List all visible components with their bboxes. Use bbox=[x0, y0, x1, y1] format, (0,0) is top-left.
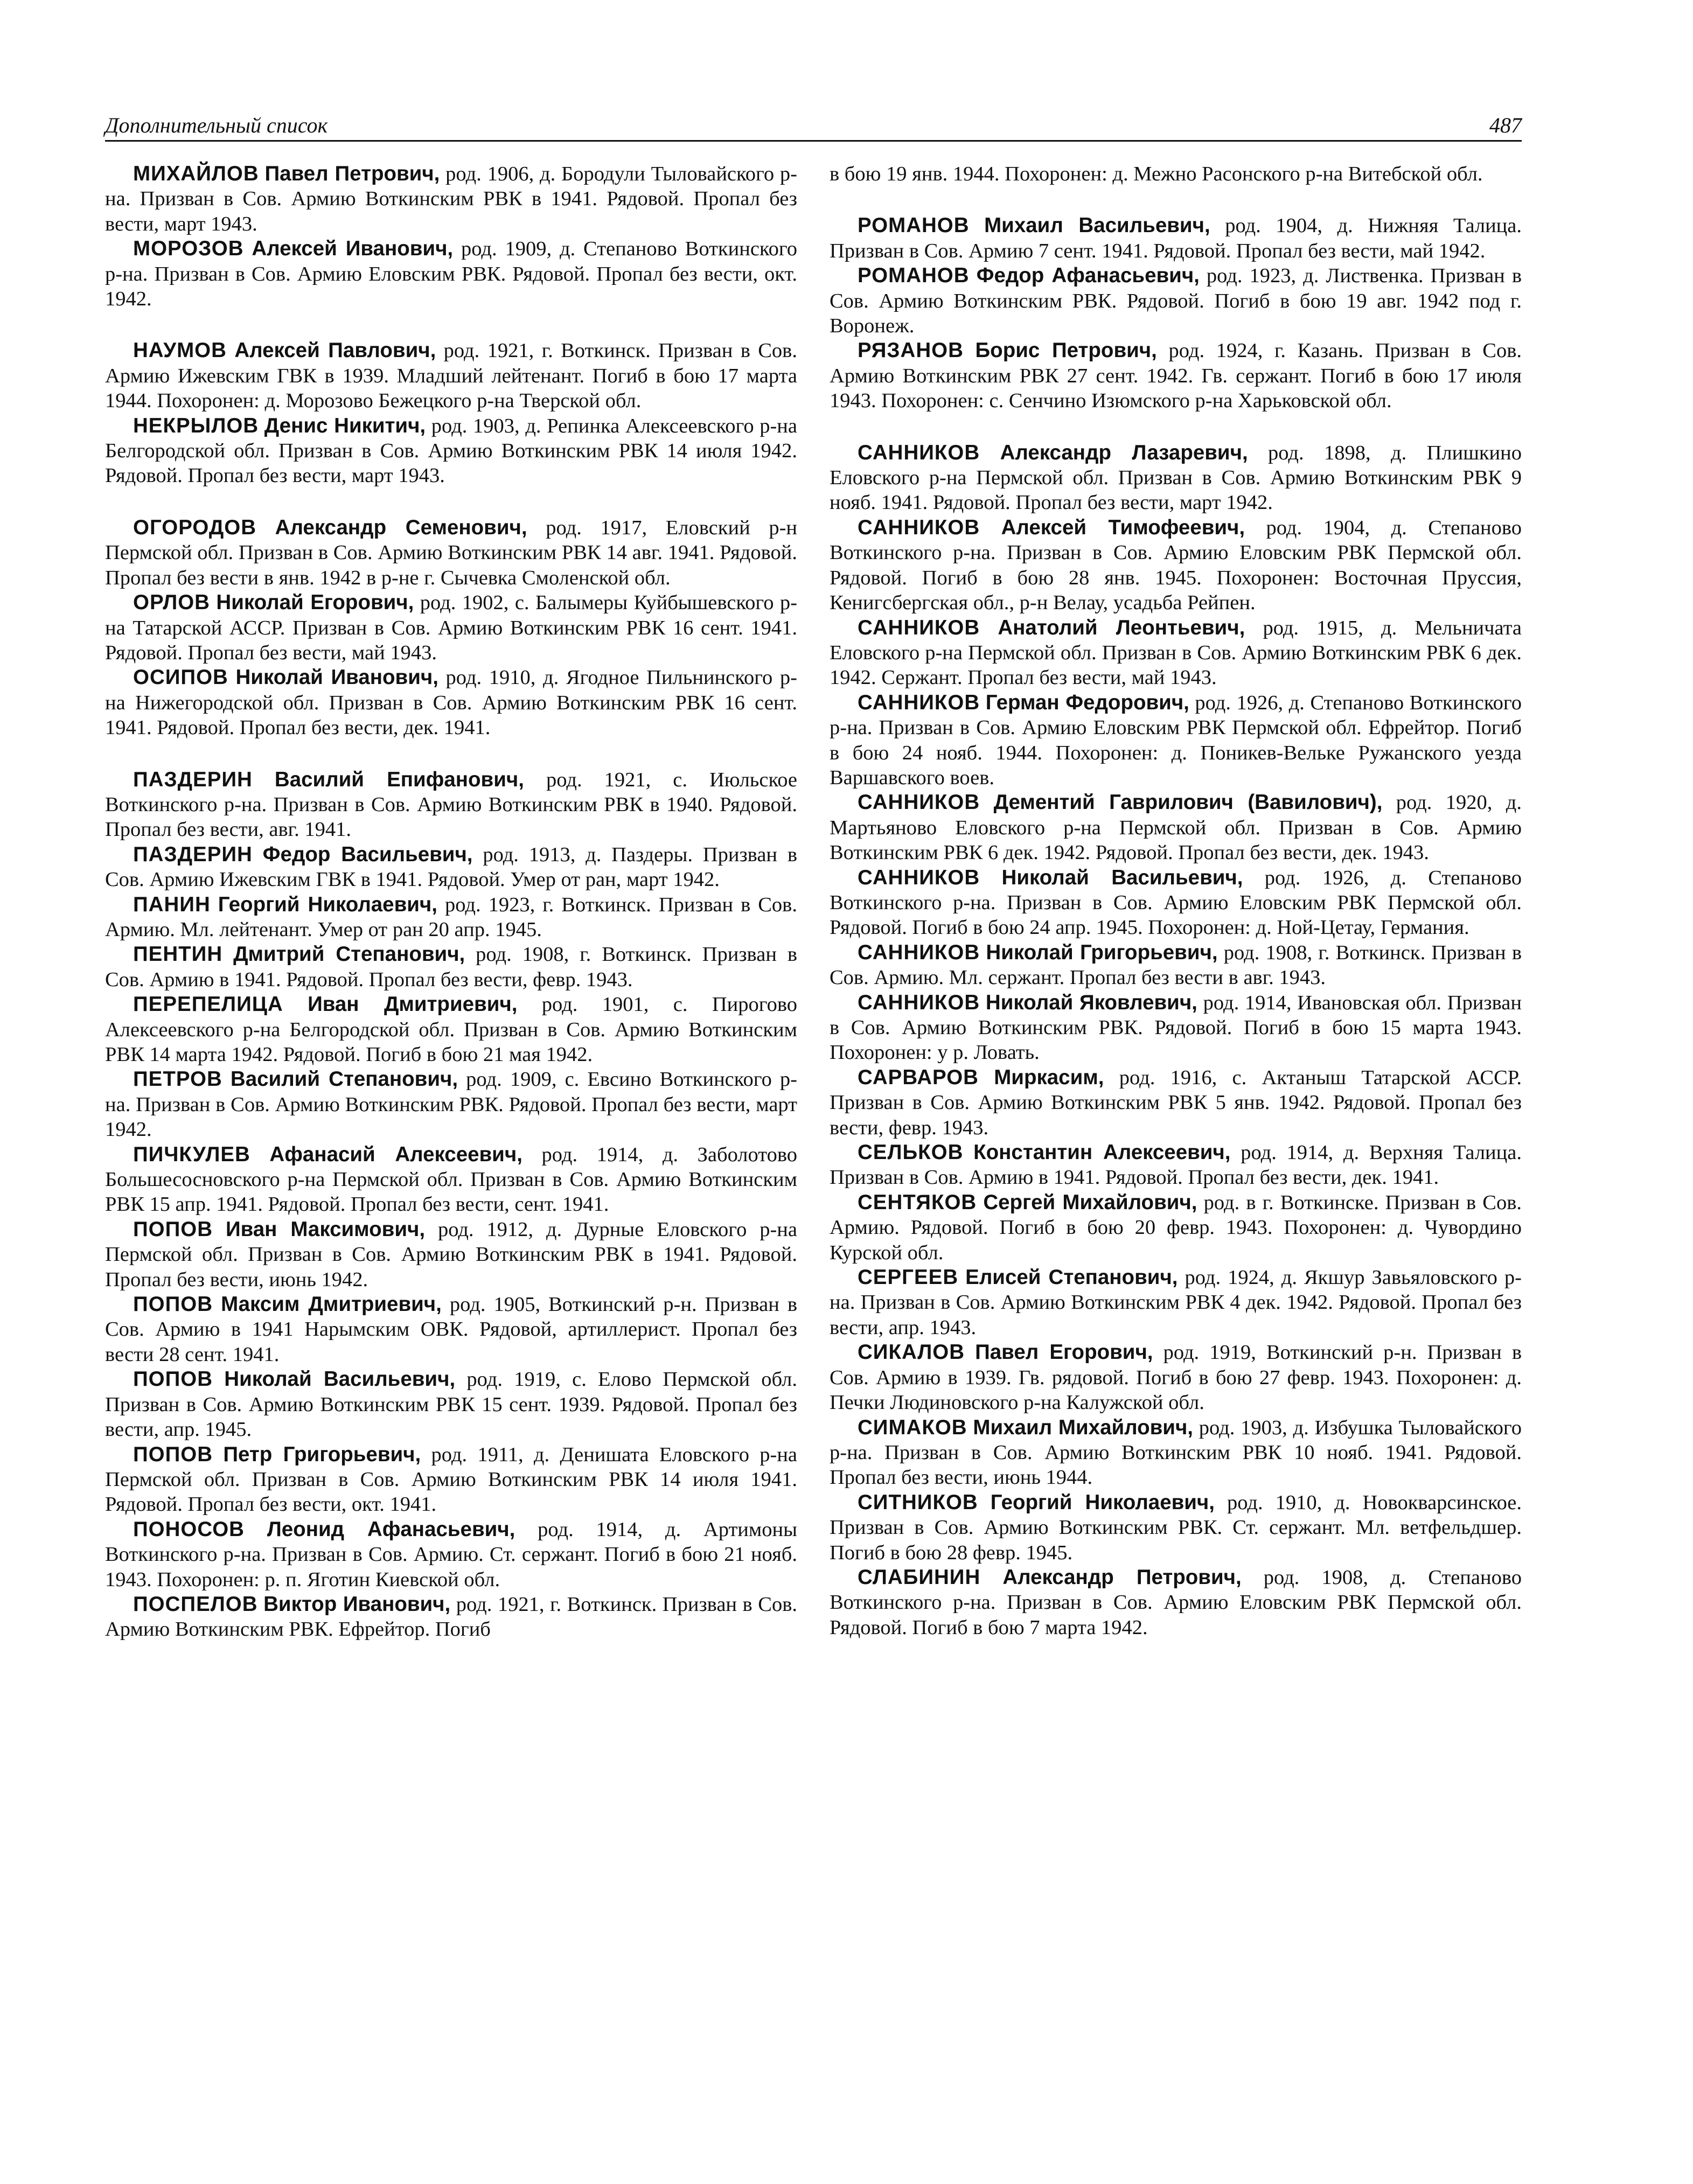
entry bbox=[105, 1517, 797, 1592]
entry-text: род. 1908, г. Воткинск. Призван в Сов. Армию. Мл. сержант. Пропал без вести в авг. 1943. bbox=[830, 941, 1522, 989]
entry-text: род. 1910, д. Ягодное Пильнинского р-на Нижегородской обл. Призван в Сов. Армию Воткинским РВК 16 сент. 1941. Рядовой. Пропал без вести, дек. 1941. bbox=[105, 666, 798, 739]
entry-text: род. в г. Воткинске. Призван в Сов. Армию. Рядовой. Погиб в бою 20 февр. 1943. Похоронен: д. Чувордино Курской обл. bbox=[830, 1191, 1522, 1264]
entry-given-name: Александр Петрович, bbox=[1002, 1565, 1242, 1589]
entry bbox=[105, 1067, 797, 1142]
entry-given-name: Алексей Павлович, bbox=[234, 339, 436, 362]
entry-surname: САННИКОВ bbox=[858, 441, 980, 464]
entry-given-name: Николай Григорьевич, bbox=[986, 940, 1218, 964]
entry-surname: САННИКОВ bbox=[858, 791, 980, 814]
entry-given-name: Николай Васильевич, bbox=[224, 1367, 456, 1391]
entry bbox=[830, 1190, 1522, 1265]
entry bbox=[830, 1490, 1522, 1565]
running-title: Дополнительный список bbox=[105, 113, 328, 137]
entry-given-name: Елисей Степанович, bbox=[965, 1266, 1178, 1289]
entry-surname: СЛАБИНИН bbox=[858, 1565, 981, 1589]
entry-given-name: Дмитрий Степанович, bbox=[233, 943, 465, 966]
entry bbox=[105, 515, 797, 590]
entry-text: род. 1914, д. Верхняя Талица. Призван в Сов. Армию в 1941. Рядовой. Пропал без вести, дек. 1941. bbox=[830, 1141, 1522, 1189]
entry-given-name: Иван Максимович, bbox=[225, 1217, 426, 1241]
entry bbox=[830, 940, 1522, 990]
entry-text: род. 1911, д. Денишата Еловского р-на Пермской обл. Призван в Сов. Армию Воткинским РВК 14 июля 1941. Рядовой. Пропал без вести, окт. 1941. bbox=[105, 1443, 798, 1516]
entry bbox=[830, 690, 1522, 791]
entry-surname: ПИЧКУЛЕВ bbox=[133, 1142, 250, 1166]
entry-given-name: Константин Алексеевич, bbox=[973, 1141, 1231, 1164]
entry-surname: ОСИПОВ bbox=[133, 666, 228, 689]
entry bbox=[105, 414, 797, 489]
entry-text: род. 1926, д. Степаново Воткинского р-на. Призван в Сов. Армию Еловским РВК Пермской обл. Рядовой. Погиб в бою 24 апр. 1945. Похоронен: д. Ной-Цетау, Германия. bbox=[830, 866, 1522, 939]
entry-surname: САРВАРОВ bbox=[858, 1065, 979, 1089]
entry-text: род. 1906, д. Бородули Тыловайского р-на. Призван в Сов. Армию Воткинским РВК в 1941. Рядовой. Пропал без вести, март 1943. bbox=[105, 163, 797, 235]
entry-text: род. 1919, Воткинский р-н. Призван в Сов. Армию в 1939. Гв. рядовой. Погиб в бою 27 февр. 1943. Похоронен: д. Печки Людиновского р-на Калужской обл. bbox=[830, 1341, 1522, 1414]
entry-text: род. 1903, д. Репинка Алексеевского р-на Белгородской обл. Призван в Сов. Армию Воткинским РВК 14 июля 1942. Рядовой. Пропал без вести, март 1943. bbox=[105, 414, 797, 487]
entry-given-name: Михаил Васильевич, bbox=[984, 214, 1210, 238]
entry-surname: ОРЛОВ bbox=[133, 591, 210, 615]
entry-surname: СИКАЛОВ bbox=[858, 1341, 965, 1364]
entry bbox=[105, 892, 797, 943]
entry bbox=[830, 1265, 1522, 1340]
entry-text: род. 1912, д. Дурные Еловского р-на Пермской обл. Призван в Сов. Армию Воткинским РВК в 1941. Рядовой. Пропал без вести, июнь 1942. bbox=[105, 1218, 797, 1291]
entry-given-name: Василий Епифанович, bbox=[274, 767, 524, 791]
entry-text: род. 1917, Еловский р-н Пермской обл. Призван в Сов. Армию Воткинским РВК 14 авг. 1941. Рядовой. Пропал без вести в янв. 1942 в р-не г. Сычевка Смоленской обл. bbox=[105, 516, 797, 589]
entry-text: род. 1923, д. Лиственка. Призван в Сов. Армию Воткинским РВК. Рядовой. Погиб в бою 19 авг. 1942 под г. Воронеж. bbox=[830, 264, 1522, 338]
entry-surname: ОГОРОДОВ bbox=[133, 515, 256, 539]
entry-text: в бою 19 янв. 1944. Похоронен: д. Межно Расонского р-на Витебской обл. bbox=[830, 163, 1483, 185]
entry-text: род. 1921, с. Июльское Воткинского р-на. Призван в Сов. Армию Воткинским РВК в 1940. Рядовой. Пропал без вести, авг. 1941. bbox=[105, 768, 798, 841]
entry-surname: ПОПОВ bbox=[133, 1217, 213, 1241]
entry bbox=[830, 1140, 1522, 1190]
entry-text: род. 1924, д. Якшур Завьяловского р-на. Призван в Сов. Армию Воткинским РВК 4 дек. 1942. Рядовой. Пропал без вести, апр. 1943. bbox=[830, 1266, 1522, 1339]
entry-given-name: Павел Егорович, bbox=[975, 1341, 1153, 1364]
page-number: 487 bbox=[1489, 113, 1522, 137]
entry bbox=[830, 515, 1522, 616]
entry-surname: ПОНОСОВ bbox=[133, 1517, 245, 1541]
entry-given-name: Георгий Николаевич, bbox=[218, 892, 437, 916]
entry-text: род. 1904, д. Степаново Воткинского р-на. Призван в Сов. Армию Еловским РВК Пермской обл. Рядовой. Погиб в бою 28 янв. 1945. Похоронен: Восточная Пруссия, Кенигсбергская обл., р-н Велау, усадьба Рейпен. bbox=[830, 516, 1522, 615]
entry-text: род. 1916, с. Актаныш Татарской АССР. Призван в Сов. Армию Воткинским РВК 5 янв. 1942. Рядовой. Пропал без вести, февр. 1943. bbox=[830, 1066, 1522, 1139]
entry-given-name: Иван Дмитриевич, bbox=[308, 993, 518, 1016]
entry-surname: СЕЛЬКОВ bbox=[858, 1141, 964, 1164]
entry-given-name: Афанасий Алексеевич, bbox=[269, 1142, 522, 1166]
entry bbox=[830, 1415, 1522, 1490]
entry-given-name: Василий Степанович, bbox=[230, 1067, 458, 1091]
entry-surname: НЕКРЫЛОВ bbox=[133, 414, 259, 437]
entry bbox=[105, 1592, 797, 1642]
right-column bbox=[830, 162, 1522, 1640]
entry-surname: МИХАЙЛОВ bbox=[133, 162, 259, 185]
entry-text: род. 1921, г. Воткинск. Призван в Сов. Армию Воткинским РВК. Ефрейтор. Погиб bbox=[105, 1593, 798, 1641]
entry-given-name: Максим Дмитриевич, bbox=[221, 1293, 442, 1316]
page-header bbox=[105, 108, 1522, 142]
entry-given-name: Михаил Михайлович, bbox=[973, 1415, 1194, 1439]
entry-given-name: Федор Васильевич, bbox=[262, 842, 473, 866]
entry bbox=[105, 162, 797, 236]
entry-given-name: Александр Семенович, bbox=[275, 515, 527, 539]
entry-given-name: Сергей Михайлович, bbox=[983, 1190, 1197, 1214]
entry-given-name: Александр Лазаревич, bbox=[1000, 441, 1248, 464]
entry-surname: САННИКОВ bbox=[858, 866, 980, 889]
entry-text: род. 1921, г. Воткинск. Призван в Сов. Армию Ижевским ГВК в 1939. Младший лейтенант. Погиб в бою 17 марта 1944. Похоронен: д. Морозово Бежецкого р-на Тверской обл. bbox=[105, 339, 797, 413]
entry-text: род. 1926, д. Степаново Воткинского р-на. Призван в Сов. Армию Еловским РВК Пермской обл. Ефрейтор. Погиб в бою 24 нояб. 1944. Похоронен: д. Поникев-Вельке Ружанского уезда Варшавского воев. bbox=[830, 691, 1522, 789]
entry bbox=[830, 866, 1522, 940]
entry-given-name: Анатолий Леонтьевич, bbox=[998, 616, 1245, 639]
entry bbox=[105, 590, 797, 665]
entry-text: род. 1909, д. Степаново Воткинского р-на. Призван в Сов. Армию Еловским РВК. Рядовой. Пропал без вести, окт. 1942. bbox=[105, 238, 798, 311]
entry-surname: ПАЗДЕРИН bbox=[133, 842, 253, 866]
entry-text: род. 1924, г. Казань. Призван в Сов. Армию Воткинским РВК 27 сент. 1942. Гв. сержант. Погиб в бою 17 июля 1943. Похоронен: с. Сенчино Изюмского р-на Харьковской обл. bbox=[830, 339, 1522, 413]
entry-text: род. 1898, д. Плишкино Еловского р-на Пермской обл. Призван в Сов. Армию Воткинским РВК 9 нояб. 1941. Рядовой. Пропал без вести, март 1942. bbox=[830, 441, 1522, 514]
entry-surname: СИМАКОВ bbox=[858, 1415, 967, 1439]
entry-given-name: Николай Васильевич, bbox=[1001, 866, 1243, 889]
entry-given-name: Миркасим, bbox=[994, 1065, 1104, 1089]
entry bbox=[830, 790, 1522, 865]
entry-given-name: Денис Никитич, bbox=[264, 414, 426, 437]
entry bbox=[105, 1292, 797, 1367]
entry-surname: ПАНИН bbox=[133, 892, 211, 916]
entry-given-name: Павел Петрович, bbox=[264, 162, 440, 185]
entry-surname: ПЕТРОВ bbox=[133, 1067, 222, 1091]
entry-surname: САННИКОВ bbox=[858, 616, 980, 639]
entry-given-name: Борис Петрович, bbox=[975, 339, 1157, 362]
entry-surname: РОМАНОВ bbox=[858, 214, 970, 238]
entry-given-name: Виктор Иванович, bbox=[263, 1592, 451, 1616]
entry-text: род. 1901, с. Пирогово Алексеевского р-на Белгородской обл. Призван в Сов. Армию Воткинским РВК 14 марта 1942. Рядовой. Погиб в бою 21 мая 1942. bbox=[105, 993, 797, 1066]
entry bbox=[105, 842, 797, 892]
entry-surname: САННИКОВ bbox=[858, 940, 980, 964]
entry bbox=[830, 1565, 1522, 1640]
entry-text: род. 1919, с. Елово Пермской обл. Призван в Сов. Армию Воткинским РВК 15 сент. 1939. Рядовой. Пропал без вести, апр. 1945. bbox=[105, 1368, 798, 1441]
entry-given-name: Николай Яковлевич, bbox=[985, 990, 1197, 1014]
entry-text: род. 1910, д. Новокварсинское. Призван в Сов. Армию Воткинским РВК. Ст. сержант. Мл. ветфельдшер. Погиб в бою 28 февр. 1945. bbox=[830, 1491, 1522, 1564]
entry-surname: ПЕРЕПЕЛИЦА bbox=[133, 993, 283, 1016]
entry-text: род. 1905, Воткинский р-н. Призван в Сов. Армию в 1941 Нарымским ОВК. Рядовой, артиллерист. Пропал без вести 28 сент. 1941. bbox=[105, 1293, 798, 1366]
entry bbox=[830, 263, 1522, 338]
entry-continuation bbox=[830, 162, 1522, 186]
entry-text: род. 1908, г. Воткинск. Призван в Сов. Армию в 1941. Рядовой. Пропал без вести, февр. 1943. bbox=[105, 943, 798, 991]
entry-text: род. 1909, с. Евсино Воткинского р-на. Призван в Сов. Армию Воткинским РВК. Рядовой. Пропал без вести, март 1942. bbox=[105, 1068, 798, 1141]
entry bbox=[105, 1367, 797, 1442]
entry-surname: МОРОЗОВ bbox=[133, 237, 244, 261]
entry bbox=[105, 1217, 797, 1292]
entry-surname: ПОПОВ bbox=[133, 1367, 213, 1391]
entry-text: род. 1902, с. Балымеры Куйбышевского р-на Татарской АССР. Призван в Сов. Армию Воткинским РВК 16 сент. 1941. Рядовой. Пропал без вести, май 1943. bbox=[105, 591, 798, 664]
entry-given-name: Алексей Тимофеевич, bbox=[1001, 515, 1245, 539]
entry bbox=[105, 338, 797, 413]
entry-given-name: Герман Федорович, bbox=[985, 690, 1189, 714]
entry-given-name: Федор Афанасьевич, bbox=[976, 264, 1200, 288]
entry-surname: ПЕНТИН bbox=[133, 943, 223, 966]
entry bbox=[105, 665, 797, 740]
entry-surname: ПОСПЕЛОВ bbox=[133, 1592, 258, 1616]
entry-surname: САННИКОВ bbox=[858, 515, 980, 539]
entry-given-name: Леонид Афанасьевич, bbox=[267, 1517, 515, 1541]
entry-text: род. 1920, д. Мартьяново Еловского р-на Пермской обл. Призван в Сов. Армию Воткинским РВК 6 дек. 1942. Рядовой. Пропал без вести, дек. 1943. bbox=[830, 791, 1522, 864]
entry-surname: РЯЗАНОВ bbox=[858, 339, 964, 362]
entry-surname: СИТНИКОВ bbox=[858, 1490, 978, 1514]
entry-text: род. 1914, д. Артимоны Воткинского р-на. Призван в Сов. Армию. Ст. сержант. Погиб в бою 21 нояб. 1943. Похоронен: р. п. Яготин Киевской обл. bbox=[105, 1518, 797, 1591]
entry-surname: НАУМОВ bbox=[133, 339, 227, 362]
entry bbox=[830, 1065, 1522, 1140]
entry-text: род. 1908, д. Степаново Воткинского р-на. Призван в Сов. Армию Еловским РВК Пермской обл. Рядовой. Погиб в бою 7 марта 1942. bbox=[830, 1566, 1522, 1639]
entry-surname: СЕРГЕЕВ bbox=[858, 1266, 959, 1289]
entry-surname: САННИКОВ bbox=[858, 990, 980, 1014]
entry bbox=[105, 1142, 797, 1217]
entry bbox=[105, 767, 797, 842]
entry-given-name: Дементий Гаврилович (Вавилович), bbox=[993, 791, 1383, 814]
entry-surname: ПОПОВ bbox=[133, 1442, 213, 1466]
entry-given-name: Алексей Иванович, bbox=[252, 237, 454, 261]
entry-text: род. 1903, д. Избушка Тыловайского р-на. Призван в Сов. Армию Воткинским РВК 10 нояб. 1941. Рядовой. Пропал без вести, июнь 1944. bbox=[830, 1416, 1522, 1489]
entry-text: род. 1923, г. Воткинск. Призван в Сов. Армию. Мл. лейтенант. Умер от ран 20 апр. 1945. bbox=[105, 893, 797, 941]
entry-surname: РОМАНОВ bbox=[858, 264, 970, 288]
entry bbox=[105, 992, 797, 1067]
entry-text: род. 1904, д. Нижняя Талица. Призван в Сов. Армию 7 сент. 1941. Рядовой. Пропал без вести, май 1942. bbox=[830, 214, 1522, 262]
entry-surname: ПАЗДЕРИН bbox=[133, 767, 253, 791]
entry bbox=[105, 942, 797, 992]
entry bbox=[830, 213, 1522, 263]
entry bbox=[830, 1340, 1522, 1415]
entry-given-name: Георгий Николаевич, bbox=[990, 1490, 1215, 1514]
entry-given-name: Николай Иванович, bbox=[235, 666, 438, 689]
entry-given-name: Петр Григорьевич, bbox=[223, 1442, 421, 1466]
left-column bbox=[105, 162, 797, 1642]
entry-text: род. 1913, д. Паздеры. Призван в Сов. Армию Ижевским ГВК в 1941. Рядовой. Умер от ран, март 1942. bbox=[105, 843, 798, 891]
entry-text: род. 1915, д. Мельничата Еловского р-на Пермской обл. Призван в Сов. Армию Воткинским РВК 6 дек. 1942. Сержант. Пропал без вести, май 1943. bbox=[830, 616, 1522, 689]
entry bbox=[830, 338, 1522, 413]
entry-text: род. 1914, Ивановская обл. Призван в Сов. Армию Воткинским РВК. Рядовой. Погиб в бою 15 марта 1943. Похоронен: у р. Ловать. bbox=[830, 991, 1522, 1064]
entry-given-name: Николай Егорович, bbox=[216, 591, 414, 615]
entry-surname: СЕНТЯКОВ bbox=[858, 1190, 977, 1214]
entry bbox=[105, 1442, 797, 1517]
entry-text: род. 1914, д. Заболотово Большесосновского р-на Пермской обл. Призван в Сов. Армию Воткинским РВК 15 апр. 1941. Рядовой. Пропал без вести, сент. 1941. bbox=[105, 1143, 797, 1216]
entry-surname: САННИКОВ bbox=[858, 690, 980, 714]
entry-surname: ПОПОВ bbox=[133, 1293, 213, 1316]
entry bbox=[105, 236, 797, 311]
entry bbox=[830, 616, 1522, 690]
entry bbox=[830, 441, 1522, 515]
entry bbox=[830, 990, 1522, 1065]
